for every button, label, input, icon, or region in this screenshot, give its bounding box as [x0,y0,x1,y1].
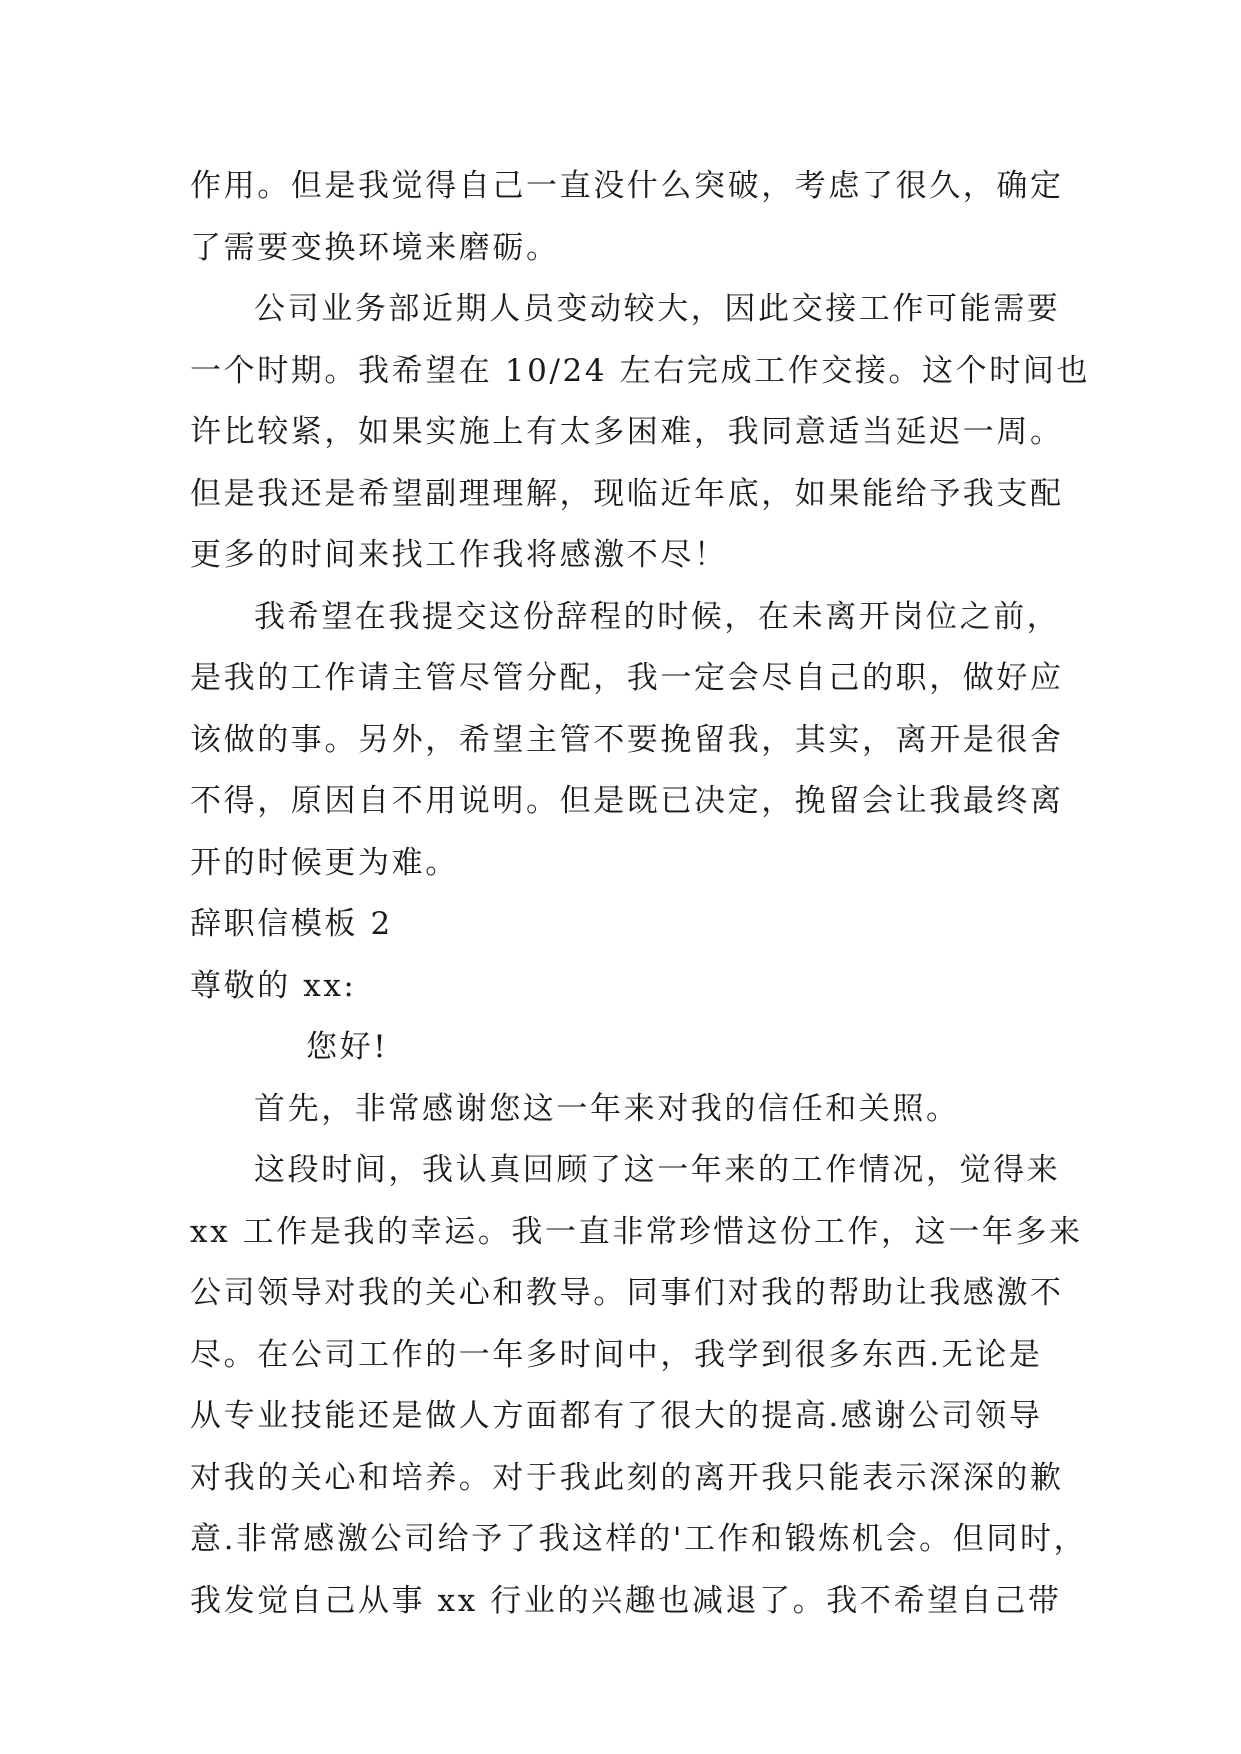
paragraph-line: 开的时候更为难。 [190,844,459,881]
salutation: 尊敬的 xx: [190,967,357,1004]
paragraph-line: 该做的事。另外，希望主管不要挽留我，其实，离开是很舍 [190,721,1064,758]
paragraph-line: 是我的工作请主管尽管分配，我一定会尽自己的职，做好应 [190,660,1064,696]
paragraph-line: 但是我还是希望副理理解，现临近年底，如果能给予我支配 [190,475,1064,512]
greeting: 您好! [306,1029,389,1065]
document-body [190,156,1091,1632]
paragraph-line: 从专业技能还是做人方面都有了很大的提高.感谢公司领导 [190,1398,1043,1434]
paragraph-line: 这段时间，我认真回顾了这一年来的工作情况，觉得来 [254,1152,1061,1188]
section-heading: 辞职信模板 2 [190,906,393,942]
paragraph-line: 我发觉自己从事 xx 行业的兴趣也减退了。我不希望自己带 [190,1582,1062,1619]
paragraph-line: 首先，非常感谢您这一年来对我的信任和关照。 [254,1090,960,1127]
paragraph-line: 意.非常感激公司给予了我这样的'工作和锻炼机会。但同时， [190,1521,1088,1557]
paragraph-line: 公司领导对我的关心和教导。同事们对我的帮助让我感激不 [190,1275,1064,1311]
paragraph-line: 作用。但是我觉得自己一直没什么突破，考虑了很久，确定 [190,168,1064,204]
paragraph-line: 对我的关心和培养。对于我此刻的离开我只能表示深深的歉 [190,1459,1064,1496]
paragraph-line: 公司业务部近期人员变动较大，因此交接工作可能需要 [254,291,1061,327]
paragraph-line: 了需要变换环境来磨砺。 [190,229,560,266]
paragraph-line: 尽。在公司工作的一年多时间中，我学到很多东西.无论是 [190,1336,1043,1373]
paragraph-line: 不得，原因自不用说明。但是既已决定，挽留会让我最终离 [190,783,1064,819]
paragraph-line: 我希望在我提交这份辞程的时候，在未离开岗位之前， [254,598,1061,635]
paragraph-line: xx 工作是我的幸运。我一直非常珍惜这份工作，这一年多来 [190,1213,1083,1250]
paragraph-line: 一个时期。我希望在 10/24 左右完成工作交接。这个时间也 [190,352,1091,389]
paragraph-line: 许比较紧，如果实施上有太多困难，我同意适当延迟一周。 [190,414,1064,450]
paragraph-line: 更多的时间来找工作我将感激不尽！ [190,537,728,573]
